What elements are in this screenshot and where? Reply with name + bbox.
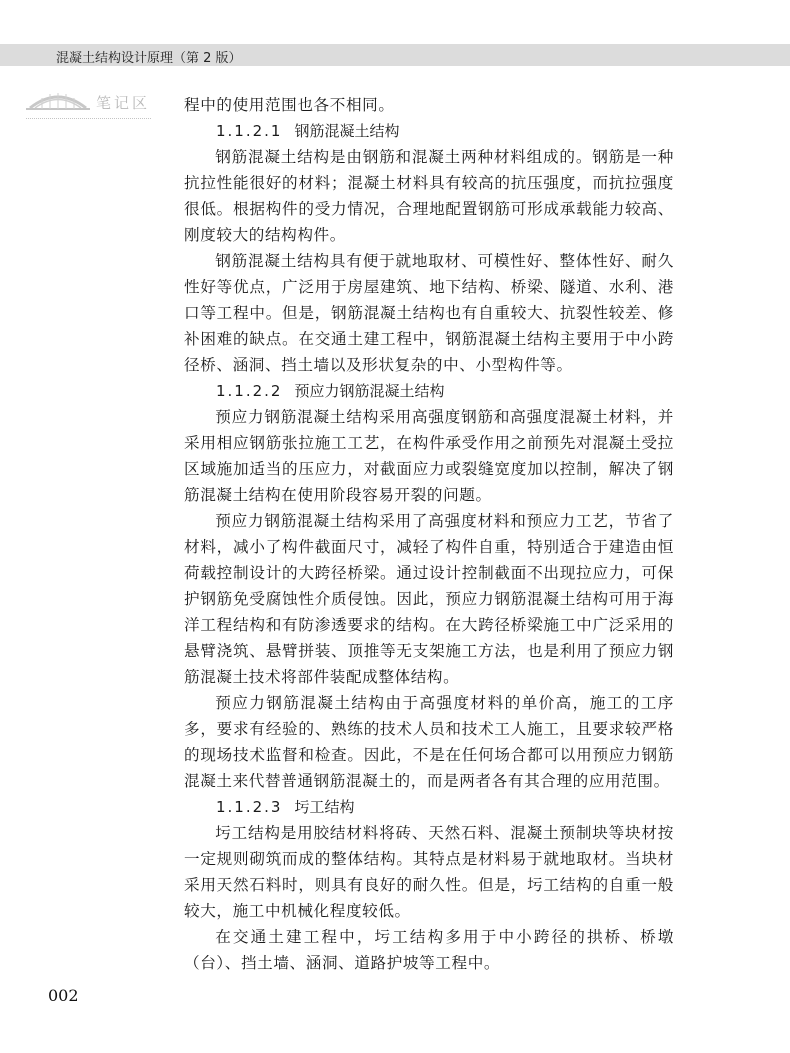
notes-label: 笔记区 — [96, 94, 151, 112]
paragraph: 圬工结构是用胶结材料将砖、天然石料、混凝土预制块等块材按一定规则砌筑而成的整体结构。其特点是材料易于就地取材。当块材采用天然石料时，则具有良好的耐久性。但是，圬工结构的自重一般较大，施工中机械化程度较低。 — [184, 824, 674, 920]
paragraph: 钢筋混凝土结构具有便于就地取材、可模性好、整体性好、耐久性好等优点，广泛用于房屋建筑、地下结构、桥梁、隧道、水利、港口等工程中。但是，钢筋混凝土结构也有自重较大、抗裂性较差、修补困难的缺点。在交通土建工程中，钢筋混凝土结构主要用于中小跨径桥、涵洞、挡土墙以及形状复杂的中、小型构件等。 — [184, 252, 674, 374]
notes-area — [26, 88, 151, 124]
page-number: 002 — [48, 986, 79, 1005]
section-title: 预应力钢筋混凝土结构 — [294, 382, 445, 400]
bridge-icon — [26, 88, 90, 114]
running-header-title: 混凝土结构设计原理（第 2 版） — [56, 51, 242, 66]
paragraph: 在交通土建工程中，圬工结构多用于中小跨径的拱桥、桥墩（台）、挡土墙、涵洞、道路护坡等工程中。 — [184, 928, 674, 972]
section-number: 1.1.2.1 — [216, 122, 283, 140]
section-title: 圬工结构 — [294, 798, 355, 816]
paragraph: 预应力钢筋混凝土结构采用了高强度材料和预应力工艺，节省了材料，减小了构件截面尺寸，减轻了构件自重，特别适合于建造由恒荷载控制设计的大跨径桥梁。通过设计控制截面不出现拉应力，可保护钢筋免受腐蚀性介质侵蚀。因此，预应力钢筋混凝土结构可用于海洋工程结构和有防渗透要求的结构。在大跨径桥梁施工中广泛采用的悬臂浇筑、悬臂拼装、顶推等无支架施工方法，也是利用了预应力钢筋混凝土技术将部件装配成整体结构。 — [184, 512, 674, 686]
intro-paragraph: 程中的使用范围也各不相同。 — [184, 96, 395, 114]
section-title: 钢筋混凝土结构 — [294, 122, 400, 140]
section-heading-1-1-2-3 — [184, 794, 674, 820]
notes-divider — [26, 118, 151, 119]
paragraph: 预应力钢筋混凝土结构由于高强度材料的单价高，施工的工序多，要求有经验的、熟练的技术人员和技术工人施工，且要求较严格的现场技术监督和检查。因此，不是在任何场合都可以用预应力钢筋混凝土来代替普通钢筋混凝土的，而是两者各有其合理的应用范围。 — [184, 694, 674, 790]
paragraph: 预应力钢筋混凝土结构采用高强度钢筋和高强度混凝土材料，并采用相应钢筋张拉施工工艺，在构件承受作用之前预先对混凝土受拉区域施加适当的压应力，对截面应力或裂缝宽度加以控制，解决了钢筋混凝土结构在使用阶段容易开裂的问题。 — [184, 408, 674, 504]
section-heading-1-1-2-2 — [184, 378, 674, 404]
section-number: 1.1.2.2 — [216, 382, 283, 400]
section-number: 1.1.2.3 — [216, 798, 283, 816]
paragraph: 钢筋混凝土结构是由钢筋和混凝土两种材料组成的。钢筋是一种抗拉性能很好的材料；混凝土材料具有较高的抗压强度，而抗拉强度很低。根据构件的受力情况，合理地配置钢筋可形成承载能力较高、刚度较大的结构构件。 — [184, 148, 674, 244]
section-heading-1-1-2-1 — [184, 118, 674, 144]
main-text — [184, 92, 674, 976]
